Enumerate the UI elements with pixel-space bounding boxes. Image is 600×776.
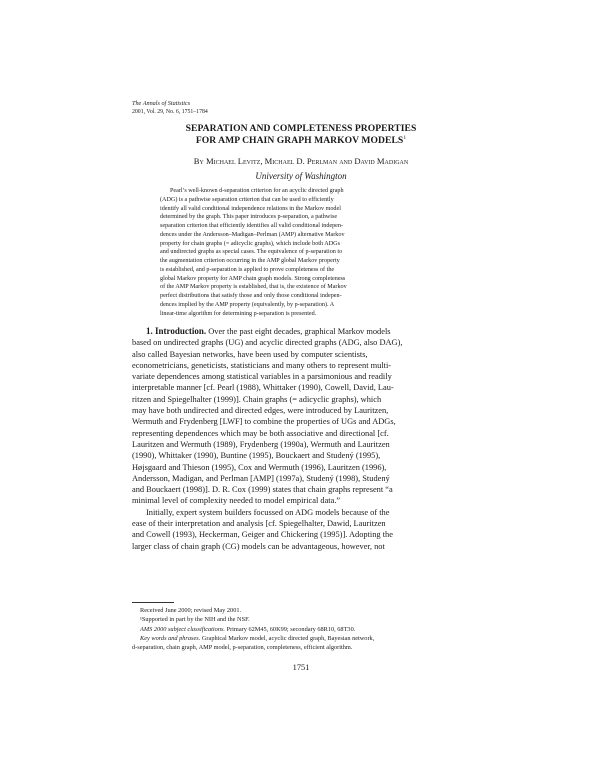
affiliation: University of Washington — [255, 171, 347, 181]
ams-text: Primary 62M45, 60K99; secondary 68R10, 68T30. — [226, 625, 356, 633]
abstract-line: of the AMP Markov property is established, that is, the existence of Markov — [160, 284, 347, 291]
body-line: Andersson, Madigan, and Perlman [AMP] (1997a), Studený (1998), Studený — [132, 473, 390, 483]
abstract-line: global Markov property for AMP chain graph models. Strong completeness — [160, 275, 346, 282]
body-line: ritzen and Spiegelhalter (1999)]. Chain graphs (= adicyclic graphs), which — [132, 394, 382, 404]
body-line: variate dependences among statistical variables in a parsimonious and readily — [132, 372, 392, 382]
authors-by: By — [193, 156, 204, 166]
keywords-text-cont: d-separation, chain graph, AMP model, p-separation, completeness, efficient algorithm. — [132, 644, 353, 652]
support-note: ¹Supported in part by the NIH and the NSF. — [140, 616, 250, 624]
keywords-text: Graphical Markov model, acyclic directed graph, Bayesian network, — [201, 634, 375, 642]
abstract-line: property for chain graphs (= adicyclic graphs), which include both ADGs — [160, 240, 340, 247]
journal-header — [132, 100, 472, 116]
section-heading: 1. Introduction. — [146, 326, 207, 336]
body-line: ease of their interpretation and analysis [cf. Spiegelhalter, Dawid, Lauritzen — [132, 519, 386, 529]
body-line: econometricians, geneticists, statisticians and many others to represent multi- — [132, 360, 392, 370]
abstract-line: the augmentation criterion occurring in the AMP global Markov property — [160, 258, 340, 264]
abstract-line: (ADG) is a pathwise separation criterion that can be used to efficiently — [160, 196, 334, 203]
abstract-line: identify all valid conditional independence relations in the Markov model — [160, 205, 341, 212]
abstract-line: separation criterion that efficiently identifies all valid conditional indepen- — [160, 223, 344, 229]
abstract — [160, 187, 445, 318]
footnote-rule — [132, 602, 174, 603]
authors-names: Michael Levitz, Michael D. Perlman and David Madigan — [205, 156, 409, 166]
abstract-line: perfect distributions that satisfy those and only those conditional indepen- — [160, 293, 342, 299]
body-line: Lauritzen and Wermuth (1989), Frydenberg (1990a), Wermuth and Lauritzen — [132, 439, 390, 449]
title-line-2: FOR AMP CHAIN GRAPH MARKOV MODELS — [195, 135, 404, 146]
abstract-line: determined by the graph. This paper introduces p-separation, a pathwise — [160, 214, 338, 221]
ams-label: AMS 2000 subject classifications. — [140, 625, 225, 633]
body-line: based on undirected graphs (UG) and acyclic directed graphs (ADG, also DAG), — [132, 338, 403, 348]
body-line: and Bouckaert (1998)]. D. R. Cox (1999) states that chain graphs represent “a — [132, 485, 393, 495]
body-line: minimal level of complexity needed to model empirical data.” — [132, 496, 341, 506]
author-list — [132, 156, 470, 166]
abstract-line: dences under the Andersson–Madigan–Perlman (AMP) alternative Markov — [160, 231, 345, 238]
body-line: representing dependences which may be both associative and directional [cf. — [132, 428, 389, 438]
title-footnote-mark: 1 — [403, 134, 407, 141]
body-line: also called Bayesian networks, have been used by computer scientists, — [132, 349, 368, 359]
abstract-line: is established, and p-separation is applied to prove completeness of the — [160, 266, 335, 273]
journal-volume: 2001, Vol. 29, No. 6, 1751–1784 — [132, 109, 208, 115]
body-line: (1990), Whittaker (1990), Buntine (1995), Bouckaert and Studený (1995), — [132, 451, 381, 461]
received-note: Received June 2000; revised May 2001. — [140, 607, 242, 614]
body-line: Initially, expert system builders focussed on ADG models because of the — [146, 507, 390, 517]
body-text — [132, 326, 470, 552]
body-line: Wermuth and Frydenberg [LWF] to combine the properties of UGs and ADGs, — [132, 417, 396, 427]
body-line: and Cowell (1993), Heckerman, Geiger and Chickering (1995)]. Adopting the — [132, 530, 393, 540]
title-line-1: SEPARATION AND COMPLETENESS PROPERTIES — [185, 123, 417, 134]
body-line: larger class of chain graph (CG) models can be advantageous, however, not — [132, 541, 385, 551]
body-line: may have both undirected and directed edges, were introduced by Lauritzen, — [132, 406, 389, 416]
abstract-line: and undirected graphs as special cases. The equivalence of p-separation to — [160, 249, 343, 256]
abstract-line: dences implied by the AMP property (equivalently, by p-separation). A — [160, 301, 335, 308]
abstract-line: Pearl’s well-known d-separation criterion for an acyclic directed graph — [170, 188, 344, 194]
abstract-line: linear-time algorithm for determining p-separation is presented. — [160, 310, 317, 317]
page-number: 1751 — [292, 663, 310, 672]
footnotes — [132, 606, 470, 652]
body-line: Højsgaard and Thieson (1995), Cox and Wermuth (1996), Lauritzen (1996), — [132, 462, 387, 472]
paper-title — [132, 123, 470, 147]
body-line: interpretable manner [cf. Pearl (1988), Whittaker (1990), Cowell, David, Lau- — [132, 383, 394, 393]
keywords-label: Key words and phrases. — [140, 634, 201, 642]
journal-name: The Annals of Statistics — [132, 100, 191, 107]
body-line: Over the past eight decades, graphical Markov models — [208, 327, 391, 336]
